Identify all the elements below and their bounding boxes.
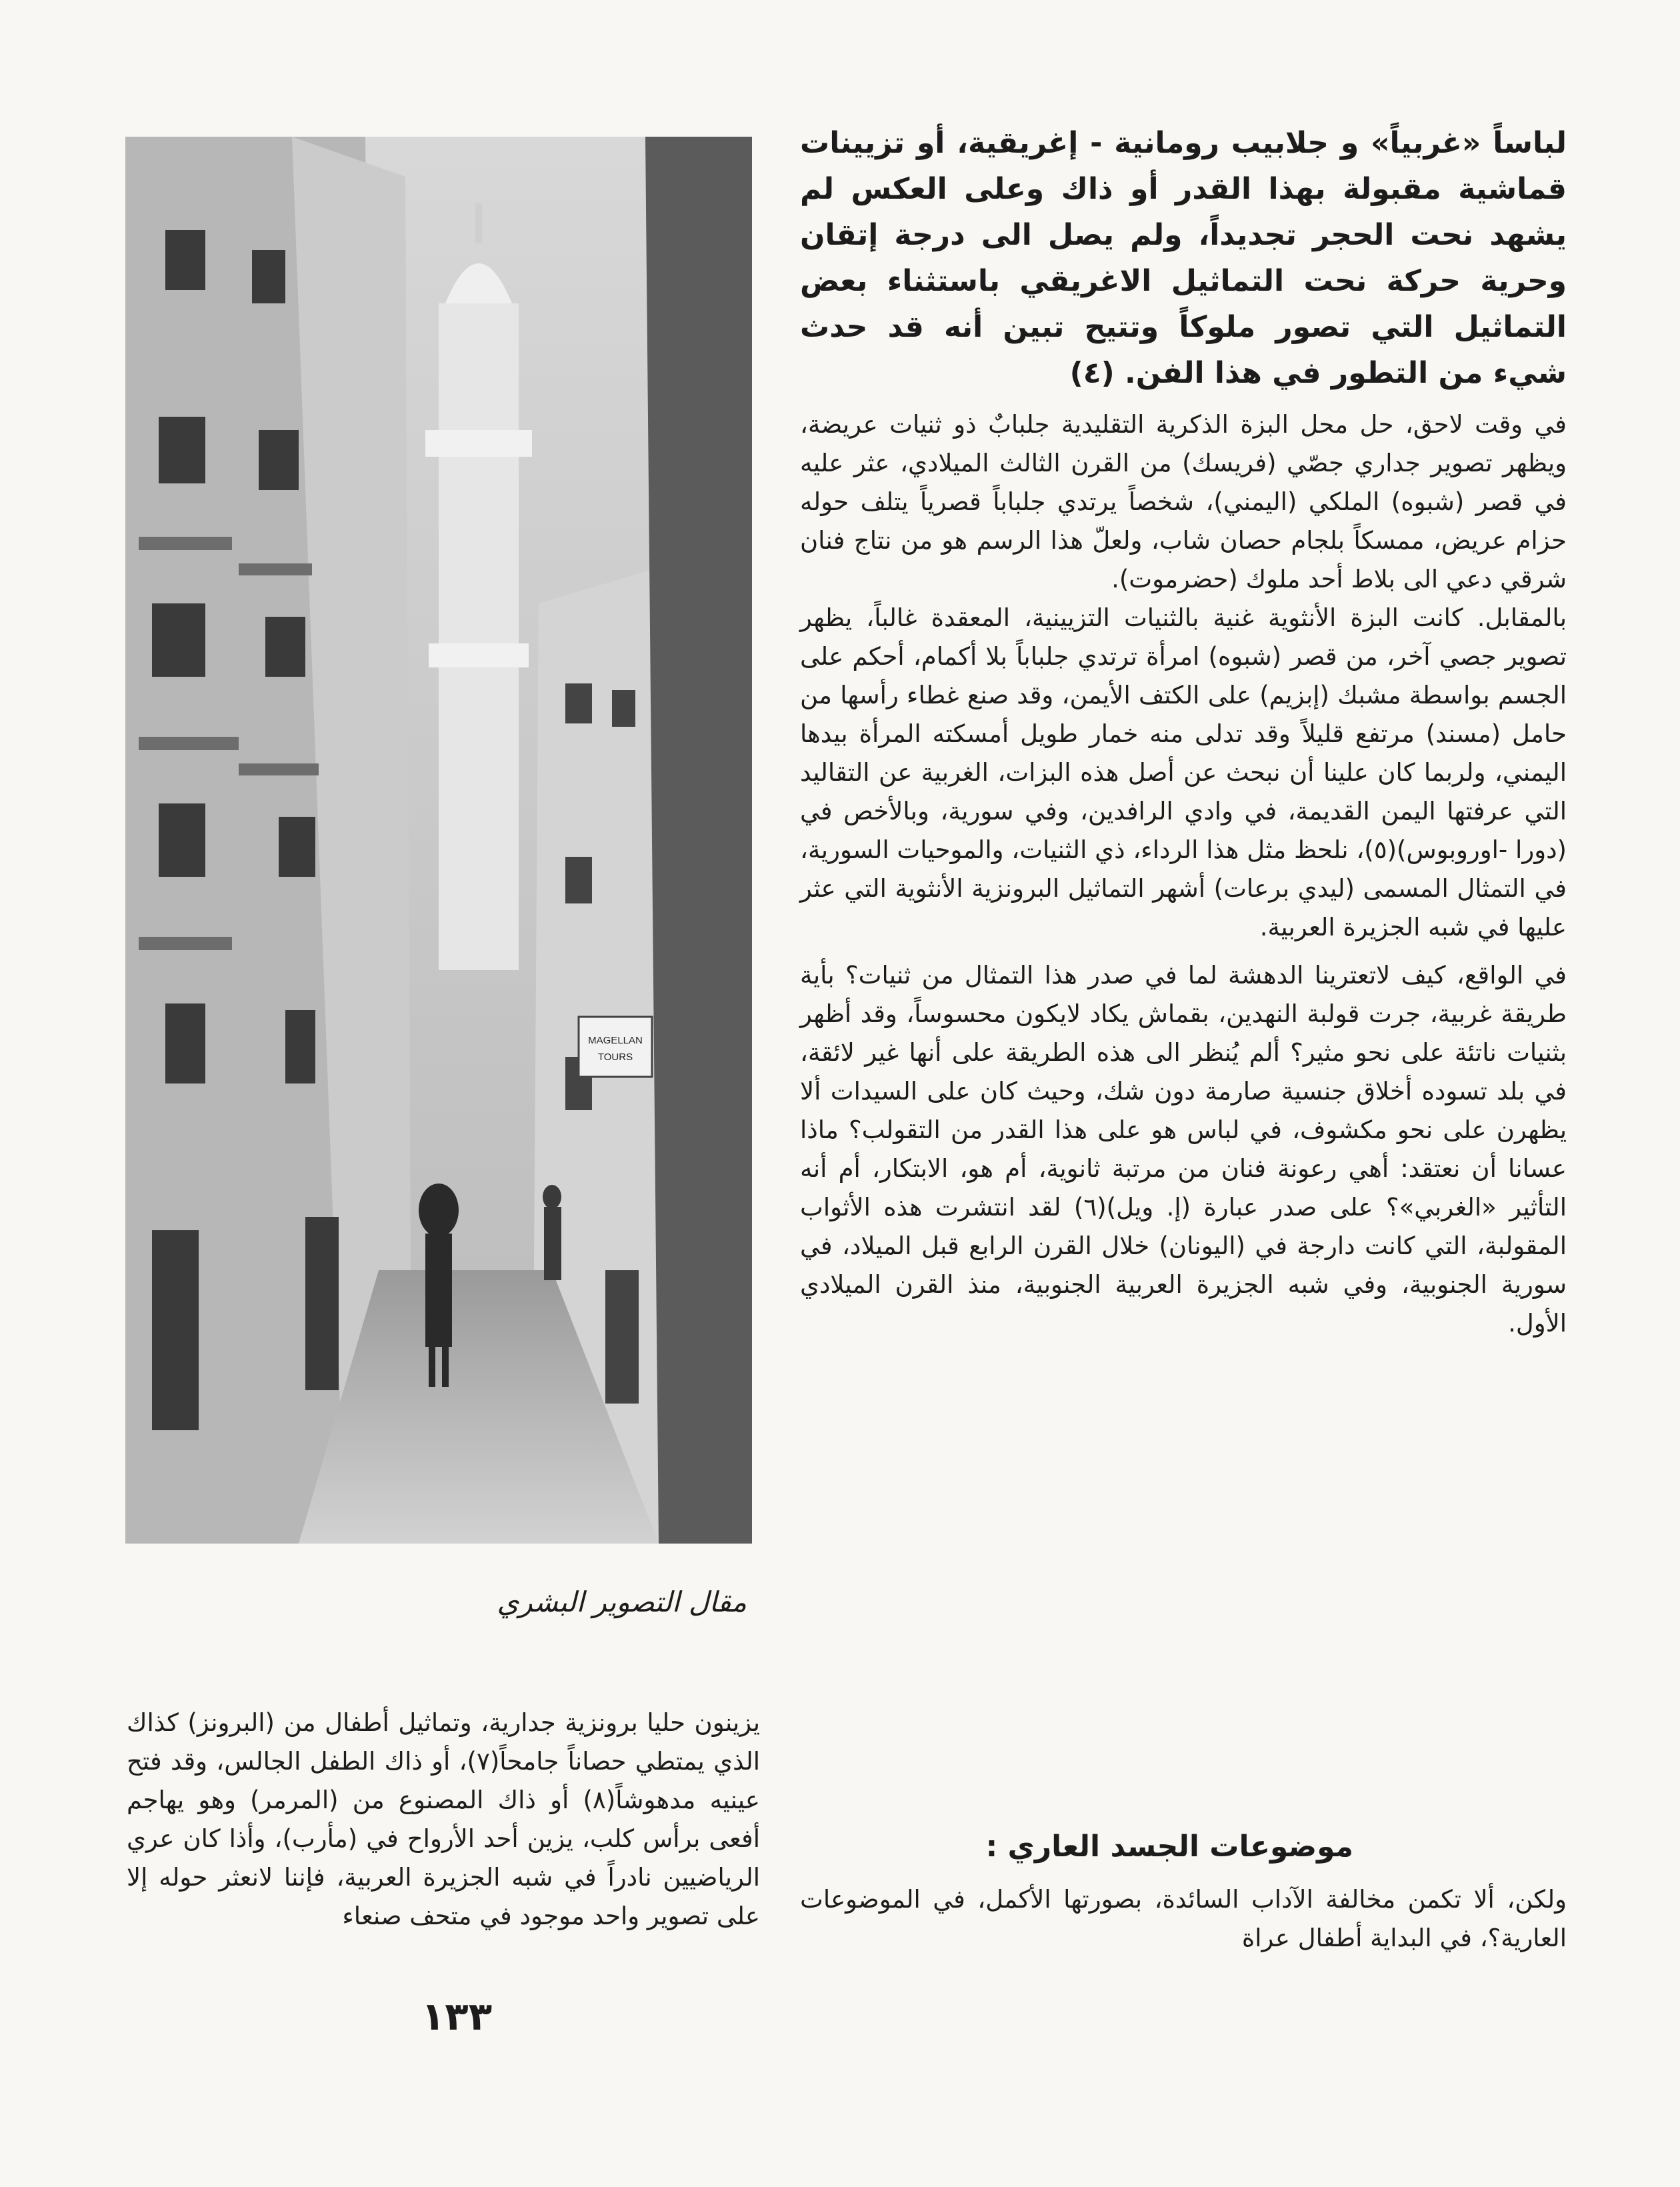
body-paragraph: في الواقع، كيف لاتعترينا الدهشة لما في صدر هذا التمثال من ثنيات؟ بأية طريقة غربية، جرت قولبة النهدين، بقماش يكاد لايكون محسوساً، وقد أظهر بثنيات ناتئة على نحو مثير؟ ألم يُنظر الى هذه الطريقة على أنها غير لائقة، في بلد تسوده أخلاق جنسية صارمة دون شك، وحيث كان على السيدات ألا يظهرن على نحو مكشوف، في لباس هو على هذا القدر من التقولب؟ ماذا عسانا أن نعتقد: أهي رعونة فنان من مرتبة ثانوية، أم هو، الابتكار، أم أنه التأثير «الغربي»؟ على صدر عبارة (إ. ويل)(٦) لقد انتشرت هذه الأثواب المقولبة، التي كانت دارجة في (اليونان) خلال القرن الرابع قبل الميلاد، في سورية الجنوبية، وفي شبه الجزيرة العربية الجنوبية، منذ القرن الميلادي الأول. <box>800 961 1567 1338</box>
section-paragraph: ولكن، ألا تكمن مخالفة الآداب السائدة، بصورتها الأكمل، في الموضوعات العارية؟، في البداية أطفال عراة <box>800 1885 1567 1952</box>
photo-sign-text-line: TOURS <box>597 1051 633 1063</box>
body-paragraph: في وقت لاحق، حل محل البزة الذكرية التقليدية جلبابٌ ذو ثنيات عريضة، ويظهر تصوير جداري جصّي (فريسك) من القرن الثالث الميلادي، عثر عليه في قصر (شبوه) الملكي (اليمني)، شخصاً يرتدي جلباباً قصرياً يتلف حوله حزام عريض، ممسكاً بلجام حصان شاب، ولعلّ هذا الرسم هو من نتاج فنان شرقي دعي الى بلاط أحد ملوك (حضرموت). <box>800 410 1567 593</box>
page-number: ١٣٣ <box>421 1994 493 2039</box>
left-column-text: يزينون حليا برونزية جدارية، وتماثيل أطفال من (البرونز) كذاك الذي يمتطي حصاناً جامحاً(٧)، أو ذاك الطفل الجالس، وقد فتح عينيه مدهوشاً(٨) أو ذاك المصنوع من (المرمر) وهو يهاجم أفعى برأس كلب، يزين أحد الأرواح في (مأرب)، وأذا كان عري الرياضيين نادراً في شبه الجزيرة العربية، فإننا لانعثر حوله إلا على تصوير واحد موجود في متحف صنعاء <box>127 1708 761 1930</box>
distant-figure <box>543 1185 561 1280</box>
body-paragraph: بالمقابل. كانت البزة الأنثوية غنية بالثنيات التزيينية، المعقدة غالباً، يظهر تصوير جصي آخر، من قصر (شبوه) امرأة ترتدي جلباباً بلا أكمام، أحكم على الجسم بواسطة مشبك (إبزيم) على الكتف الأيمن، وقد صنع غطاء رأسها من حامل (مسند) مرتفع قليلاً وقد تدلى منه خمار طويل أمسكته المرأة بيدها اليمني، ولربما كان علينا أن نبحث عن أصل هذه البزات، الغربية عن التقاليد التي عرفتها اليمن القديمة، في وادي الرافدين، وفي سورية، وبالأخص في (دورا -اوروبوس)(٥)، نلحظ مثل هذا الرداء، ذي الثنيات، والموحيات السورية، في التمثال المسمى (ليدي برعات) أشهر التماثيل البرونزية الأنثوية التي عثر عليها في شبه الجزيرة العربية. <box>800 603 1567 941</box>
photo-caption: مقال التصوير البشري <box>497 1586 747 1618</box>
photo-illustration <box>125 137 752 1544</box>
main-text-column <box>800 120 1567 1343</box>
section-heading: موضوعات الجسد العاري : <box>985 1830 1353 1864</box>
lead-paragraph: لباساً «غربياً» و جلابيب رومانية - إغريقية، أو تزيينات قماشية مقبولة بهذا القدر أو ذاك وعلى العكس لم يشهد نحت الحجر تجديداً، ولم يصل الى درجة إتقان وحرية حركة نحت التماثيل الاغريقي باستثناء بعض التماثيل التي تصور ملوكاً وتتيح تبين أنه قد حدث شيء من التطور في هذا الفن. (٤) <box>800 126 1567 390</box>
photo-sign-text-line: MAGELLAN <box>588 1035 643 1046</box>
street-photograph <box>125 137 752 1544</box>
